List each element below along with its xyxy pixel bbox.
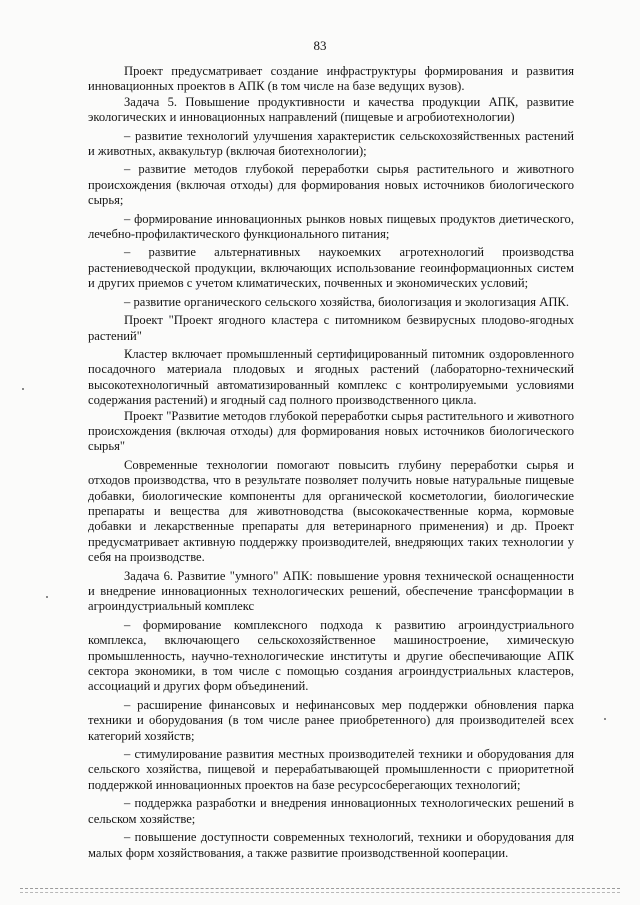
document-body xyxy=(88,64,574,861)
list-item: – развитие технологий улучшения характеристик сельскохозяйственных растений и животных, аквакультур (включая биотехнологии); xyxy=(88,128,574,159)
paragraph-cluster-description: Кластер включает промышленный сертифицированный питомник оздоровленного посадочного материала плодовых и ягодных растений (лабораторно-технический высокотехнологичный автоматизированный комплекс с контролируемыми условиями содержания растений) и ягодный сад полного производственного цикла. xyxy=(88,346,574,408)
paragraph-berry-cluster-project: Проект "Проект ягодного кластера с питомником безвирусных плодово-ягодных растений" xyxy=(88,313,574,343)
paragraph-deep-processing-project: Проект "Развитие методов глубокой переработки сырья растительного и животного происхождения (включая отходы) для формирования новых источников биологического сырья" xyxy=(88,408,574,454)
scan-speck xyxy=(46,596,48,598)
paragraph-project-infrastructure: Проект предусматривает создание инфраструктуры формирования и развития инновационных проектов в АПК (в том числе на базе ведущих вузов). xyxy=(88,64,574,94)
paragraph-task-5: Задача 5. Повышение продуктивности и качества продукции АПК, развитие экологических и инновационных направлений (пищевые и агробиотехнологии) xyxy=(88,94,574,125)
list-item: – формирование комплексного подхода к развитию агроиндустриального комплекса, включающего сельскохозяйственное машиностроение, химическую промышленность, научно-технологические институты и другие обеспечивающие АПК сектора экономики, в том числе с помощью создания агроиндустриальных кластеров, ассоциаций и других форм объединений. xyxy=(88,617,574,694)
list-item: – повышение доступности современных технологий, техники и оборудования для малых форм хозяйствования, а также развитие производственной кооперации. xyxy=(88,830,574,860)
paragraph-task-6: Задача 6. Развитие "умного" АПК: повышение уровня технической оснащенности и внедрение инновационных технологических решений, обеспечение трансформации в агроиндустриальный комплекс xyxy=(88,568,574,614)
list-item: – развитие методов глубокой переработки сырья растительного и животного происхождения (включая отходы) для формирования новых источников биологического сырья; xyxy=(88,162,574,208)
page-number: 83 xyxy=(313,38,327,53)
list-item: – формирование инновационных рынков новых пищевых продуктов диетического, лечебно-профилактического функционального питания; xyxy=(88,211,574,242)
list-item: – развитие органического сельского хозяйства, биологизация и экологизация АПК. xyxy=(124,294,569,309)
scan-speck xyxy=(604,718,606,720)
list-item: – стимулирование развития местных производителей техники и оборудования для сельского хозяйства, пищевой и перерабатывающей промышленности с приоритетной поддержкой инновационных проектов на базе ресурсосберегающих технологий; xyxy=(88,747,574,792)
scan-border-artifact xyxy=(20,888,620,893)
list-item: – развитие альтернативных наукоемких агротехнологий производства растениеводческой продукции, включающих использование геоинформационных систем и других приемов с учетом климатических, почвенных и экономических условий; xyxy=(88,245,574,291)
paragraph-modern-technologies: Современные технологии помогают повысить глубину переработки сырья и отходов производства, что в результате позволяет получить новые натуральные пищевые добавки, биологические компоненты для органической косметологии, биологические препараты и вещества для животноводства (высококачественные корма, кормовые добавки и лекарственные препараты для ветеринарного применения) и др. Проект предусматривает активную поддержку производителей, внедряющих таких технологии у себя на производстве. xyxy=(88,457,574,565)
list-item: – поддержка разработки и внедрения инновационных технологических решений в сельском хозяйстве; xyxy=(88,796,574,826)
scan-speck xyxy=(22,388,24,390)
list-item: – расширение финансовых и нефинансовых мер поддержки обновления парка техники и оборудования (в том числе ранее приобретенного) для производителей всех категорий хозяйств; xyxy=(88,697,574,743)
